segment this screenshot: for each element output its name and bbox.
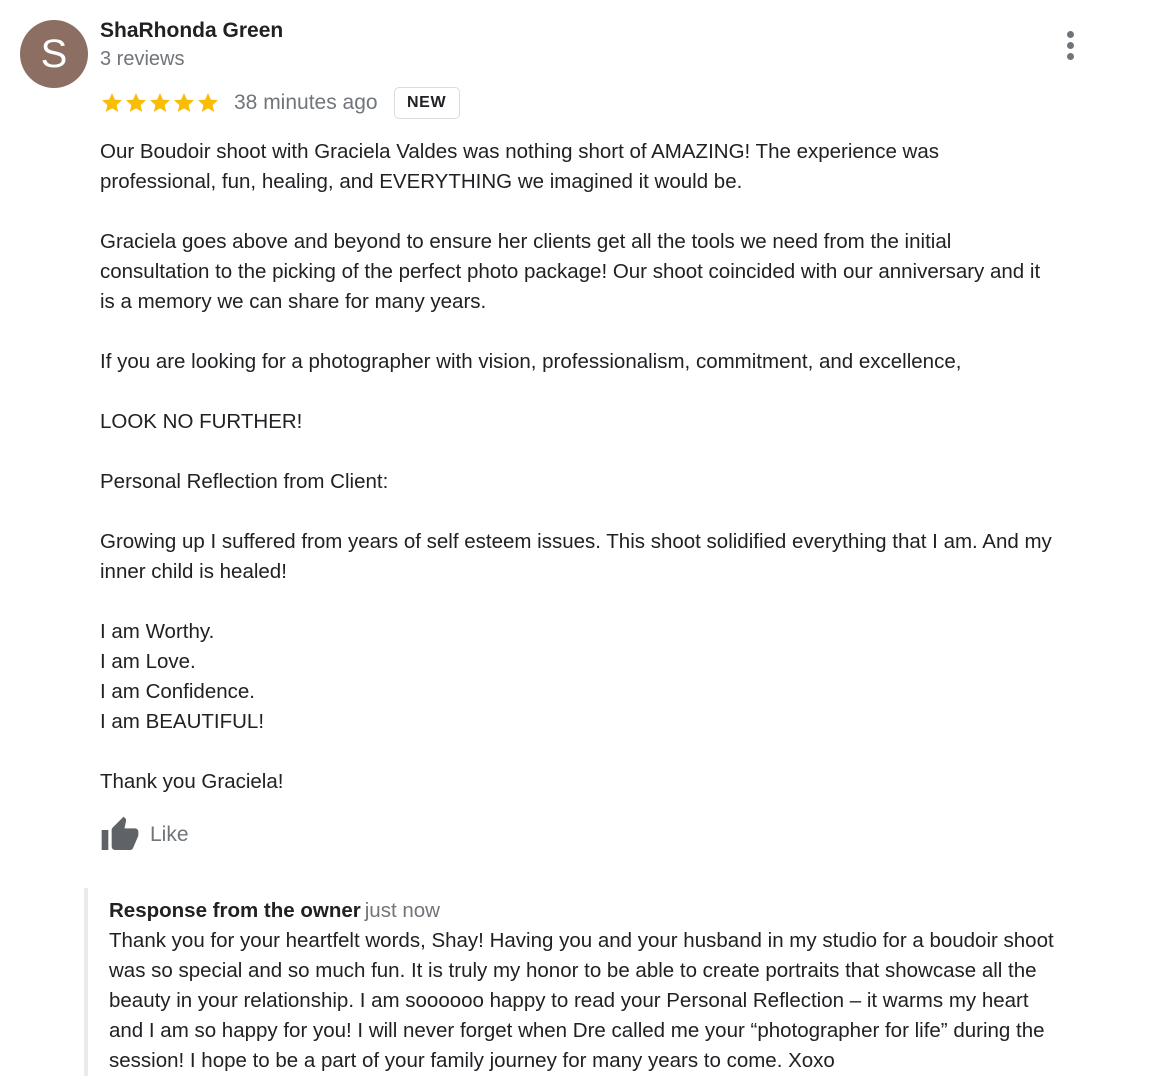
review-count[interactable]: 3 reviews <box>100 48 185 70</box>
response-text: Thank you for your heartfelt words, Shay! Having you and your husband in my studio for a boudoir shoot was so special and so much fun. It is truly my honor to be able to create portraits that showcase all the beauty in your relationship. I am soooooo happy to read your Personal Reflection – it warms my heart and I am so happy for you! I will never forget when Dre called me your “photographer for life” during the session! I hope to be a part of your family journey for many years to come. Xoxo <box>109 929 1054 1072</box>
star-icon <box>124 91 148 115</box>
avatar[interactable]: S <box>20 20 88 88</box>
thumb-up-icon <box>100 815 140 855</box>
new-badge: NEW <box>394 87 460 119</box>
reviewer-name[interactable]: ShaRhonda Green <box>100 19 284 42</box>
response-time: just now <box>364 899 440 922</box>
more-options-button[interactable] <box>1055 24 1087 66</box>
like-button[interactable] <box>100 815 189 855</box>
more-vert-icon-dot <box>1067 53 1074 60</box>
more-vert-icon <box>1067 31 1074 38</box>
star-rating <box>100 91 220 115</box>
owner-response <box>84 888 1158 1076</box>
rating-row <box>100 86 460 120</box>
like-label: Like <box>150 823 189 846</box>
star-icon <box>100 91 124 115</box>
star-icon <box>196 91 220 115</box>
star-icon <box>148 91 172 115</box>
review-text: Our Boudoir shoot with Graciela Valdes was nothing short of AMAZING! The experience was professional, fun, healing, and EVERYTHING we imagined it would be. Graciela goes above and beyond to ensure her clients get all the tools we need from the initial consultation to the picking of the perfect photo package! Our shoot coincided with our anniversary and it is a memory we can share for many years. If you are looking for a photographer with vision, professionalism, commitment, and excellence, LOOK NO FURTHER! Personal Reflection from Client: Growing up I suffered from years of self esteem issues. This shoot solidified everything that I am. And my inner child is healed! I am Worthy. I am Love. I am Confidence. I am BEAUTIFUL! Thank you Graciela! <box>100 140 1052 793</box>
review-time: 38 minutes ago <box>234 91 378 114</box>
star-icon <box>172 91 196 115</box>
more-vert-icon-dot <box>1067 42 1074 49</box>
response-title: Response from the owner <box>109 899 361 922</box>
